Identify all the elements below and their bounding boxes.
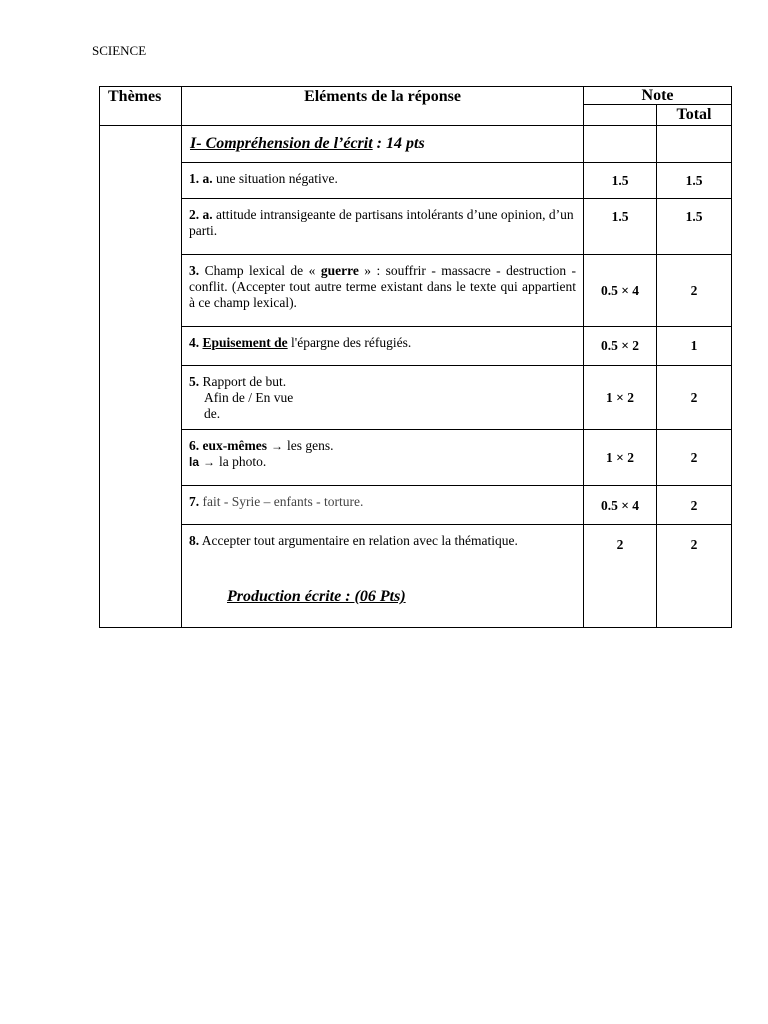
answer-text-line3: de. [204,406,221,421]
table-row [100,525,732,628]
item-number: 6. [189,438,200,453]
section-total-cell [657,126,732,163]
section-roman: I- [190,135,202,152]
table-row [100,199,732,255]
total-value: 1.5 [657,199,732,255]
item-sub: a. [202,207,213,222]
item-number: 8. [189,533,200,548]
table-row [100,327,732,366]
table-row [100,255,732,327]
answer-text-pre: Champ lexical de « [204,263,316,278]
total-value: 2 [657,366,732,430]
note-value: 1 × 2 [584,430,657,486]
total-value: 1.5 [657,163,732,199]
elements-header: Eléments de la réponse [182,87,584,126]
answer-cell-6 [182,430,584,486]
grading-table [99,86,732,628]
arrow-icon: → [203,455,216,469]
section-points: : 14 pts [376,135,425,152]
answer-text: l'épargne des réfugiés. [291,335,412,350]
note-value: 0.5 × 2 [584,327,657,366]
note-value: 1.5 [584,199,657,255]
total-value: 2 [657,525,732,628]
item-number: 7. [189,494,200,509]
answer-cell-2 [182,199,584,255]
answer-keyword: Epuisement de [202,335,288,350]
note-value: 0.5 × 4 [584,486,657,525]
table-row [100,366,732,430]
answer-term: eux-mêmes [202,438,267,453]
themes-cell [100,126,182,628]
answer-cell-8 [182,525,584,628]
total-header: Total [657,105,732,126]
answer-text: Accepter tout argumentaire en relation avec la thématique. [201,533,518,548]
note-value: 0.5 × 4 [584,255,657,327]
table-row [100,430,732,486]
answer-cell-5 [182,366,584,430]
answer-text: Rapport de but. [202,374,287,389]
note-subheader-empty [584,105,657,126]
arrow-icon: → [270,439,283,453]
item-number: 4. [189,335,200,350]
answer-cell-3 [182,255,584,327]
section-note-cell [584,126,657,163]
answer-text: fait - Syrie – enfants - torture. [202,494,364,509]
section-title-production: Production écrite : (06 Pts) [227,588,406,605]
answer-text: attitude intransigeante de partisans intolérants d’une opinion, d’un parti. [189,207,574,238]
table-header-row [100,87,732,105]
item-sub: a. [202,171,213,186]
note-header: Note [584,87,732,105]
section-title-text: Compréhension de l’écrit [205,135,373,152]
answer-text-post: » : souffrir - massacre - destruction - conflit. (Accepter tout autre terme existant dans le texte qui appartient à ce champ lexical). [189,263,577,310]
note-value: 1.5 [584,163,657,199]
total-value: 2 [657,430,732,486]
table-row [100,163,732,199]
answer-text: les gens. [286,438,334,453]
page-header-label: SCIENCE [92,43,147,58]
item-number: 3. [189,263,200,278]
answer-cell-4 [182,327,584,366]
answer-keyword: guerre [320,263,359,278]
answer-cell-1 [182,163,584,199]
answer-term: la [189,455,200,469]
item-number: 5. [189,374,200,389]
note-value: 2 [584,525,657,628]
total-value: 1 [657,327,732,366]
item-number: 2. [189,207,200,222]
answer-text: la photo. [219,454,267,469]
themes-header: Thèmes [100,87,182,126]
answer-cell-7 [182,486,584,525]
total-value: 2 [657,255,732,327]
section-title-comprehension [182,126,584,163]
section-row-comprehension [100,126,732,163]
answer-text: une situation négative. [216,171,338,186]
total-value: 2 [657,486,732,525]
item-number: 1. [189,171,200,186]
table-row [100,486,732,525]
note-value: 1 × 2 [584,366,657,430]
answer-text-line2: Afin de / En vue [204,390,294,405]
